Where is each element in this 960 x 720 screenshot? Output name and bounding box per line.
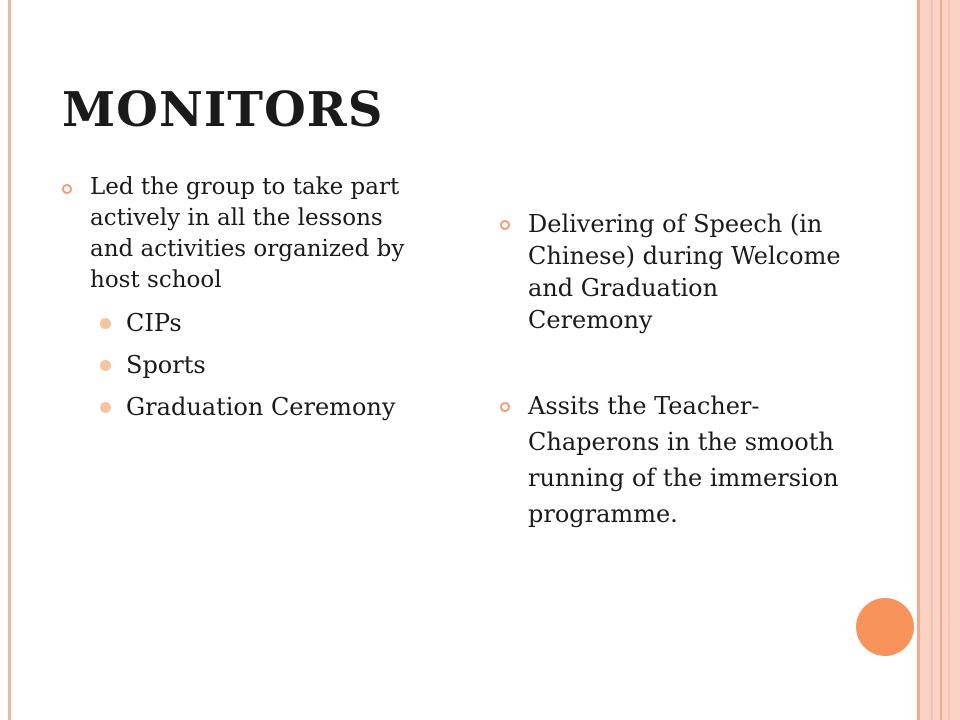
- right-stripe: [931, 0, 933, 720]
- right-column: [500, 208, 845, 532]
- ring-bullet-icon: [62, 184, 72, 194]
- bullet-text: Assits the Teacher-Chaperons in the smooth running of the immersion programme.: [528, 392, 839, 528]
- dot-bullet-icon: [100, 402, 111, 413]
- sub-bullet-item: [100, 308, 422, 338]
- dot-bullet-icon: [100, 318, 111, 329]
- bullet-item: [500, 388, 845, 532]
- sub-bullet-text: Sports: [126, 351, 206, 379]
- bullet-text: Led the group to take part actively in all the lessons and activities organized by host school: [90, 174, 405, 293]
- dot-bullet-icon: [100, 360, 111, 371]
- sub-bullet-text: Graduation Ceremony: [126, 393, 396, 421]
- slide-title: MONITORS: [62, 82, 384, 138]
- sub-bullet-list: [62, 308, 422, 422]
- right-decorative-band: [917, 0, 960, 720]
- ring-bullet-icon: [500, 402, 510, 412]
- bullet-item: [500, 208, 845, 336]
- left-border-line: [8, 0, 11, 720]
- right-stripe: [940, 0, 942, 720]
- sub-bullet-text: CIPs: [126, 309, 182, 337]
- sub-bullet-item: [100, 350, 422, 380]
- right-stripe: [917, 0, 920, 720]
- bullet-item: [62, 172, 422, 296]
- right-stripe: [948, 0, 950, 720]
- sub-bullet-item: [100, 392, 422, 422]
- left-column: [62, 172, 422, 434]
- bullet-text: Delivering of Speech (in Chinese) during Welcome and Graduation Ceremony: [528, 210, 841, 334]
- accent-circle: [856, 598, 914, 656]
- ring-bullet-icon: [500, 220, 510, 230]
